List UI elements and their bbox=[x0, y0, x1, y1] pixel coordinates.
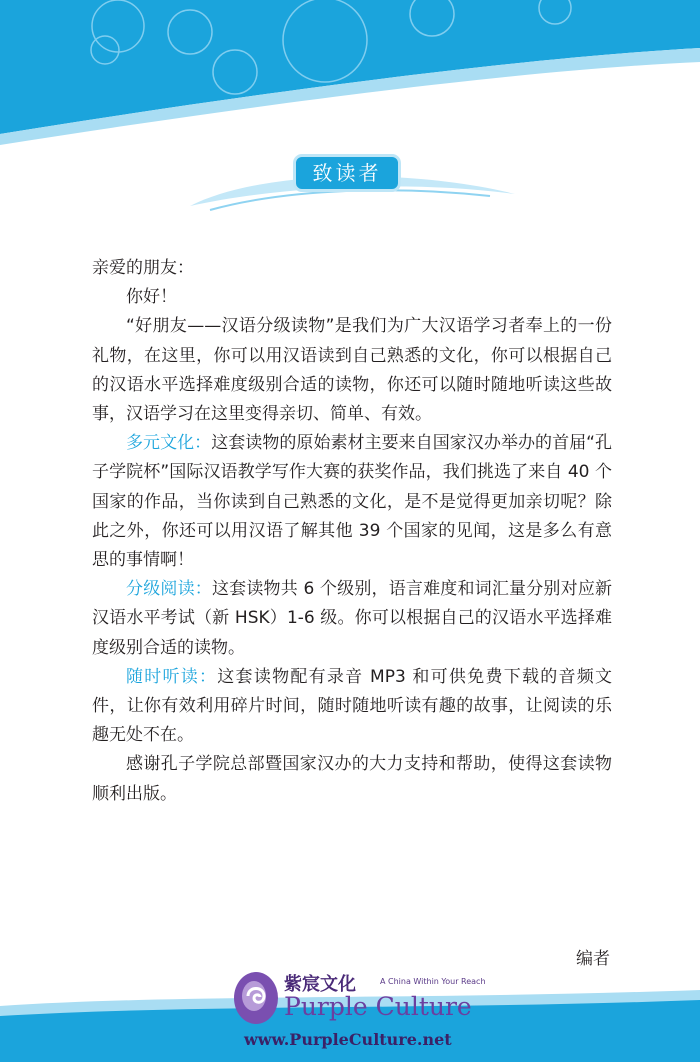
thanks-paragraph: 感谢孔子学院总部暨国家汉办的大力支持和帮助，使得这套读物顺利出版。 bbox=[92, 754, 612, 804]
graded-paragraph bbox=[92, 575, 612, 663]
watermark-url: www.PurpleCulture.net bbox=[244, 1030, 452, 1049]
listening-label: 随时听读： bbox=[126, 666, 218, 687]
watermark-en: Purple Culture bbox=[284, 992, 472, 1021]
header-decoration bbox=[0, 0, 700, 150]
watermark-tagline: A China Within Your Reach bbox=[380, 977, 486, 986]
watermark-cn: 紫宸文化 bbox=[284, 974, 356, 995]
culture-label: 多元文化： bbox=[126, 433, 212, 454]
signature: 编者 bbox=[576, 949, 610, 969]
graded-label: 分级阅读： bbox=[126, 579, 212, 600]
purple-culture-logo-icon bbox=[230, 966, 282, 1028]
page-title: 致读者 bbox=[293, 154, 401, 192]
watermark bbox=[230, 966, 490, 1058]
listening-paragraph bbox=[92, 663, 612, 751]
letter-body bbox=[92, 254, 612, 809]
culture-text: 这套读物的原始素材主要来自国家汉办举办的首届“孔子学院杯”国际汉语教学写作大赛的获奖作品，我们挑选了来自 40 个国家的作品，当你读到自己熟悉的文化，是不是觉得更加亲切呢？除此之外，你还可以用汉语了解其他 39 个国家的见闻，这是多么有意思的事情啊！ bbox=[92, 433, 613, 571]
hello-line: 你好！ bbox=[126, 287, 177, 308]
intro-paragraph: “好朋友——汉语分级读物”是我们为广大汉语学习者奉上的一份礼物，在这里，你可以用汉语读到自己熟悉的文化，你可以根据自己的汉语水平选择难度级别合适的读物，你还可以随时随地听读这些故事，汉语学习在这里变得亲切、简单、有效。 bbox=[92, 316, 612, 425]
graded-text: 这套读物共 6 个级别，语言难度和词汇量分别对应新汉语水平考试（新 HSK）1-6 级。你可以根据自己的汉语水平选择难度级别合适的读物。 bbox=[92, 579, 613, 658]
listening-text: 这套读物配有录音 MP3 和可供免费下载的音频文件，让你有效利用碎片时间，随时随地听读有趣的故事，让阅读的乐趣无处不在。 bbox=[92, 666, 613, 746]
culture-paragraph bbox=[92, 429, 612, 575]
greeting: 亲爱的朋友： bbox=[92, 258, 194, 278]
